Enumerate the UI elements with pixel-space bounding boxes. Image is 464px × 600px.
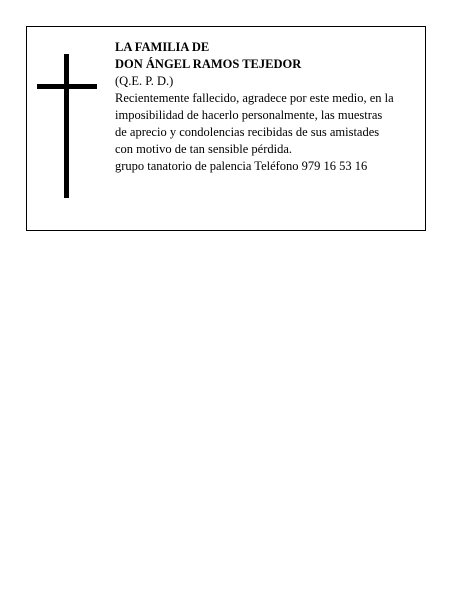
cross-vertical-bar: [64, 54, 69, 198]
body-line-4: con motivo de tan sensible pérdida.: [115, 142, 293, 156]
body-line-2: imposibilidad de hacerlo personalmente, las muestras: [115, 108, 383, 122]
cross-horizontal-bar: [37, 84, 97, 89]
heading-family: LA FAMILIA DE: [115, 40, 210, 54]
obituary-notice: [26, 26, 426, 231]
body-line-1: Recientemente fallecido, agradece por este medio, en la: [115, 91, 394, 105]
heading-deceased-name: DON ÁNGEL RAMOS TEJEDOR: [115, 57, 302, 71]
qepd-text: (Q.E. P. D.): [115, 74, 174, 88]
body-line-3: de aprecio y condolencias recibidas de sus amistades: [115, 125, 380, 139]
cross-icon: [37, 54, 97, 198]
contact-line: grupo tanatorio de palencia Teléfono 979 16 53 16: [115, 159, 368, 173]
notice-text: [115, 39, 423, 175]
